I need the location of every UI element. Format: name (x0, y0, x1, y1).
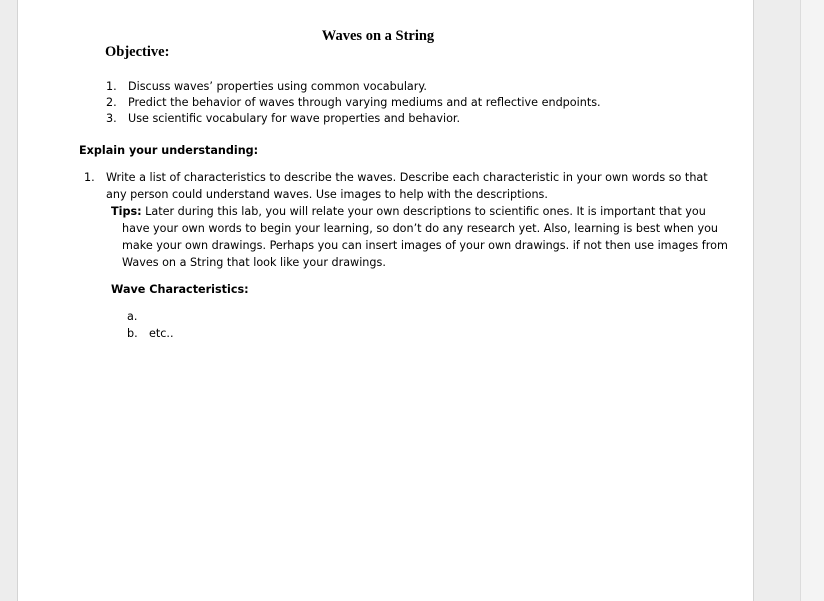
characteristics-list (127, 309, 174, 342)
list-number: 3. (106, 112, 117, 125)
objective-text: Use scientific vocabulary for wave properties and behavior. (128, 112, 461, 125)
objective-text: Discuss waves’ properties using common vocabulary. (128, 80, 427, 93)
document-title: Waves on a String (321, 28, 435, 44)
objective-text: Predict the behavior of waves through varying mediums and at reflective endpoints. (128, 96, 601, 109)
tips-paragraph (111, 203, 732, 271)
list-letter: b. (127, 326, 138, 340)
characteristic-text: etc.. (149, 326, 174, 340)
characteristic-item-b[interactable] (127, 326, 174, 343)
objective-heading: Objective: (105, 44, 170, 60)
tips-label: Tips: (111, 205, 142, 218)
question-1 (84, 170, 724, 203)
list-number: 1. (106, 80, 117, 93)
vertical-scrollbar[interactable] (800, 0, 824, 601)
question-1-text: Write a list of characteristics to describe the waves. Describe each characteristic in your own words so that any person could understand waves. Use images to help with the descriptions. (106, 171, 708, 201)
objective-item-3 (106, 111, 601, 127)
explain-heading: Explain your understanding: (79, 144, 259, 157)
list-number: 1. (84, 171, 95, 184)
objective-item-1 (106, 79, 601, 95)
objectives-list (106, 79, 601, 127)
wave-characteristics-heading: Wave Characteristics: (111, 283, 249, 296)
list-number: 2. (106, 96, 117, 109)
characteristic-item-a[interactable] (127, 309, 174, 326)
list-letter: a. (127, 310, 138, 323)
document-page[interactable] (17, 0, 754, 601)
tips-text: Later during this lab, you will relate your own descriptions to scientific ones. It is important that you have your own words to begin your learning, so don’t do any research yet. Also, learning is best when you make your own drawings. Perhaps you can insert images of your own drawings. if not then use images from Waves on a String that look like your drawings. (122, 205, 728, 269)
objective-item-2 (106, 95, 601, 111)
